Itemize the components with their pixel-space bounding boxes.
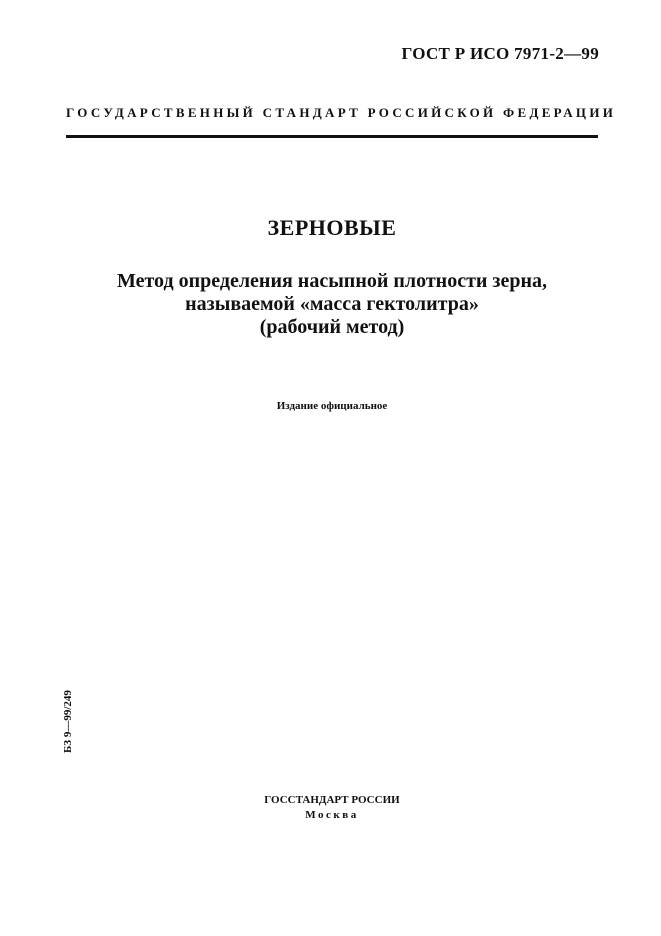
header-divider	[66, 135, 598, 138]
publication-city: Москва	[305, 809, 359, 821]
document-subtitle	[66, 270, 598, 339]
publisher-name: ГОССТАНДАРТ РОССИИ	[264, 794, 400, 806]
edition-label: Издание официальное	[276, 400, 388, 412]
subtitle-line: называемой «масса гектолитра»	[185, 293, 479, 315]
side-code: БЗ 9—99/249	[62, 690, 74, 753]
document-title: ЗЕРНОВЫЕ	[267, 215, 397, 240]
subtitle-line: (рабочий метод)	[259, 316, 405, 338]
subtitle-line: Метод определения насыпной плотности зерна,	[116, 270, 547, 292]
document-number: ГОСТ Р ИСО 7971-2—99	[401, 44, 599, 63]
issuing-authority: ГОСУДАРСТВЕННЫЙ СТАНДАРТ РОССИЙСКОЙ ФЕДЕРАЦИИ	[66, 105, 617, 120]
